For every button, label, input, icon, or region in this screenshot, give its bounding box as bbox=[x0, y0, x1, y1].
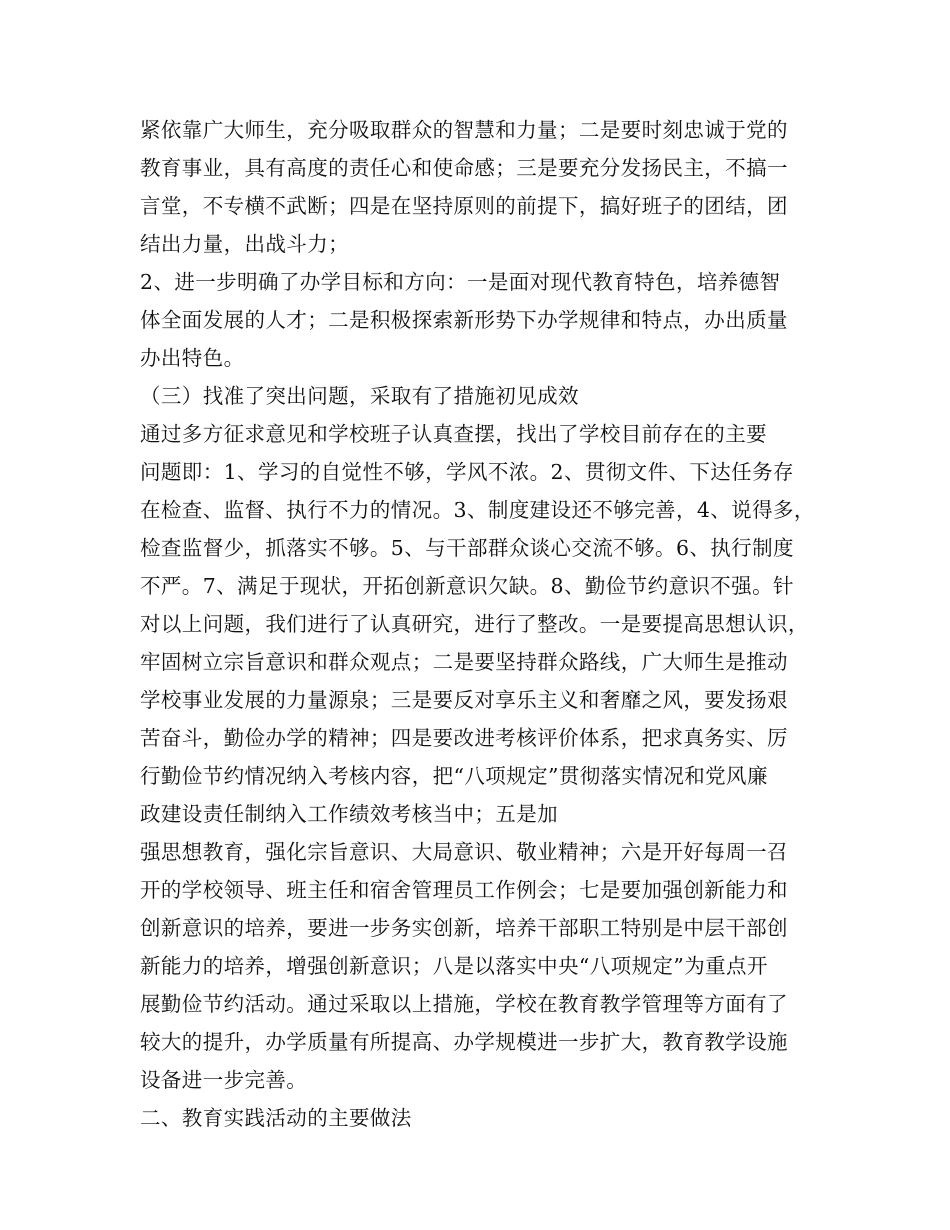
text-line: 检查监督少，抓落实不够。5、与干部群众谈心交流不够。6、执行制度 bbox=[140, 536, 794, 560]
text-line: 紧依靠广大师生，充分吸取群众的智慧和力量；二是要时刻忠诚于党的 bbox=[140, 118, 788, 142]
text-line: 学校事业发展的力量源泉；三是要反对享乐主义和奢靡之风，要发扬艰 bbox=[140, 688, 788, 712]
text-line: 政建设责任制纳入工作绩效考核当中；五是加 bbox=[140, 802, 558, 826]
text-line: 2、进一步明确了办学目标和方向：一是面对现代教育特色，培养德智 bbox=[140, 270, 781, 294]
text-line: 不严。7、满足于现状，开拓创新意识欠缺。8、勤俭节约意识不强。针 bbox=[140, 574, 794, 598]
text-line: 结出力量，出战斗力； bbox=[140, 232, 349, 256]
text-line: 展勤俭节约活动。通过采取以上措施，学校在教育教学管理等方面有了 bbox=[140, 992, 788, 1016]
text-line: 新能力的培养，增强创新意识；八是以落实中央“八项规定”为重点开 bbox=[140, 954, 768, 978]
text-line: 较大的提升，办学质量有所提高、办学规模进一步扩大，教育教学设施 bbox=[140, 1030, 788, 1054]
section-heading: 二、教育实践活动的主要做法 bbox=[140, 1106, 412, 1130]
text-line: 教育事业，具有高度的责任心和使命感；三是要充分发扬民主，不搞一 bbox=[140, 156, 788, 180]
section-heading: （三）找准了突出问题，采取有了措施初见成效 bbox=[140, 384, 579, 408]
text-line: 牢固树立宗旨意识和群众观点；二是要坚持群众路线，广大师生是推动 bbox=[140, 650, 788, 674]
text-line: 在检查、监督、执行不力的情况。3、制度建设还不够完善，4、说得多， bbox=[140, 498, 815, 522]
text-line: 创新意识的培养，要进一步务实创新，培养干部职工特别是中层干部创 bbox=[140, 916, 788, 940]
text-line: 强思想教育，强化宗旨意识、大局意识、敬业精神；六是开好每周一召 bbox=[140, 840, 788, 864]
text-line: 办出特色。 bbox=[140, 346, 245, 370]
text-line: 苦奋斗，勤俭办学的精神；四是要改进考核评价体系，把求真务实、厉 bbox=[140, 726, 788, 750]
text-line: 体全面发展的人才；二是积极探索新形势下办学规律和特点，办出质量 bbox=[140, 308, 788, 332]
text-line: 问题即：1、学习的自觉性不够，学风不浓。2、贯彻文件、下达任务存 bbox=[140, 460, 794, 484]
text-line: 行勤俭节约情况纳入考核内容，把“八项规定”贯彻落实情况和党风廉 bbox=[140, 764, 768, 788]
text-line: 开的学校领导、班主任和宿舍管理员工作例会；七是要加强创新能力和 bbox=[140, 878, 788, 902]
text-line: 言堂，不专横不武断；四是在坚持原则的前提下，搞好班子的团结，团 bbox=[140, 194, 788, 218]
text-line: 通过多方征求意见和学校班子认真查摆，找出了学校目前存在的主要 bbox=[140, 422, 767, 446]
text-line: 设备进一步完善。 bbox=[140, 1068, 308, 1092]
text-line: 对以上问题，我们进行了认真研究，进行了整改。一是要提高思想认识， bbox=[140, 612, 809, 636]
